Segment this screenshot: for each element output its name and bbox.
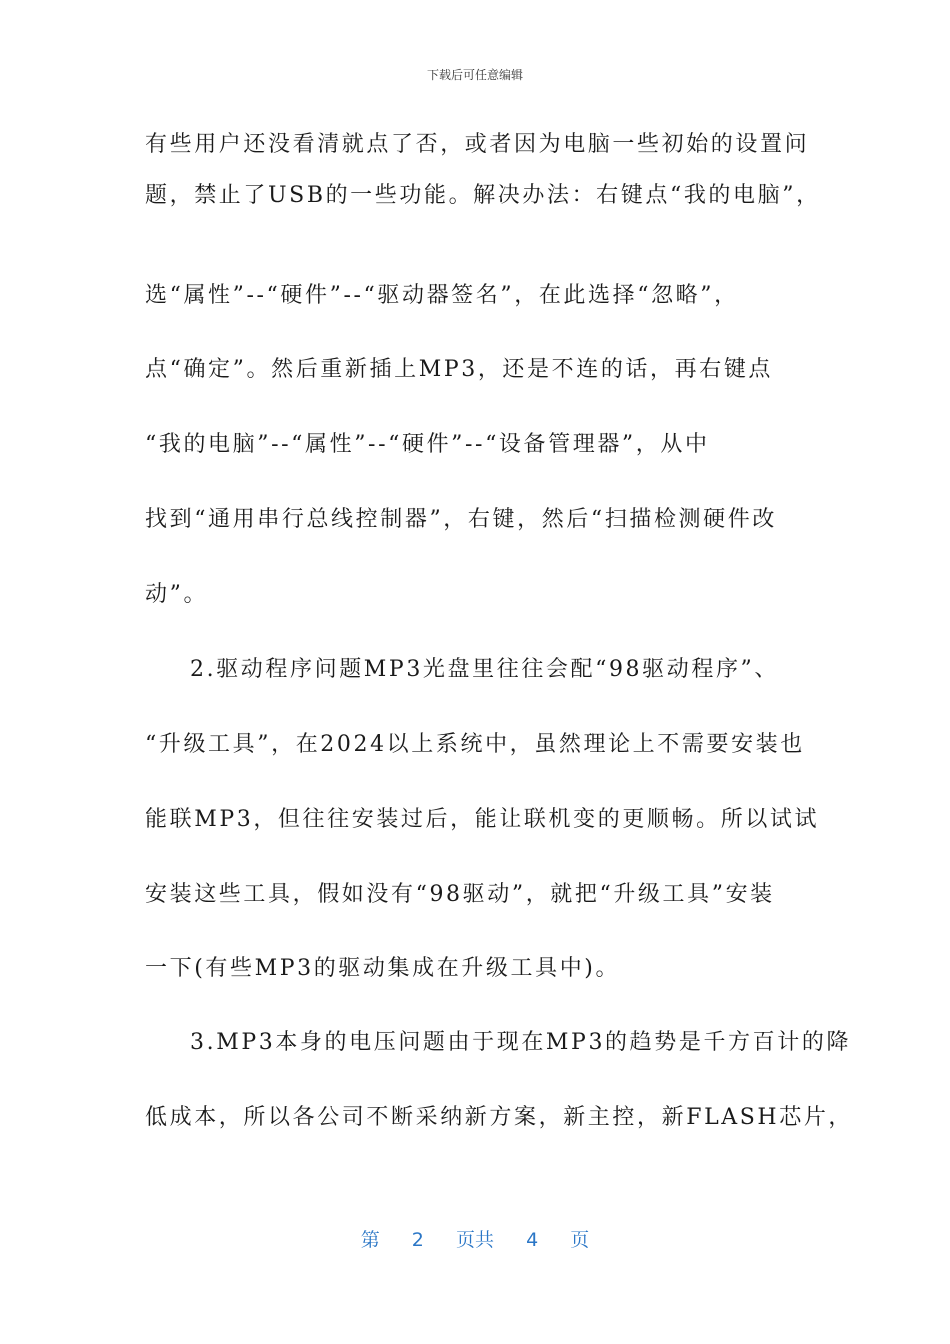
body-line: 找到“通用串行总线控制器”，右键，然后“扫描检测硬件改 — [145, 507, 777, 532]
page-header-note: 下载后可任意编辑 — [426, 68, 523, 82]
body-line: “我的电脑”--“属性”--“硬件”--“设备管理器”，从中 — [145, 432, 710, 457]
body-line: 有些用户还没看清就点了否，或者因为电脑一些初始的设置问 — [145, 132, 810, 157]
body-line: 一下(有些MP3的驱动集成在升级工具中)。 — [145, 956, 621, 981]
body-line: 动”。 — [145, 582, 209, 607]
body-line: 安装这些工具，假如没有“98驱动”，就把“升级工具”安装 — [145, 882, 775, 907]
footer-page-current: 2 — [411, 1229, 424, 1251]
page-footer — [0, 1225, 950, 1252]
body-line: 题，禁止了USB的一些功能。解决办法：右键点“我的电脑”， — [145, 183, 821, 208]
footer-page-middle: 页共 — [455, 1229, 494, 1251]
body-line: 能联MP3，但往往安装过后，能让联机变的更顺畅。所以试试 — [145, 807, 820, 832]
body-line: 点“确定”。然后重新插上MP3，还是不连的话，再右键点 — [145, 357, 774, 382]
footer-page-total: 4 — [526, 1229, 539, 1251]
body-line: 低成本，所以各公司不断采纳新方案，新主控，新FLASH芯片， — [145, 1105, 854, 1130]
footer-page-prefix: 第 — [360, 1229, 380, 1251]
body-line: “升级工具”，在2024以上系统中，虽然理论上不需要安装也 — [145, 732, 805, 757]
body-line: 选“属性”--“硬件”--“驱动器签名”，在此选择“忽略”， — [145, 283, 739, 308]
body-line: 2.驱动程序问题MP3光盘里往往会配“98驱动程序”、 — [190, 657, 780, 682]
footer-page-suffix: 页 — [570, 1229, 590, 1251]
body-line: 3.MP3本身的电压问题由于现在MP3的趋势是千方百计的降 — [190, 1030, 852, 1055]
